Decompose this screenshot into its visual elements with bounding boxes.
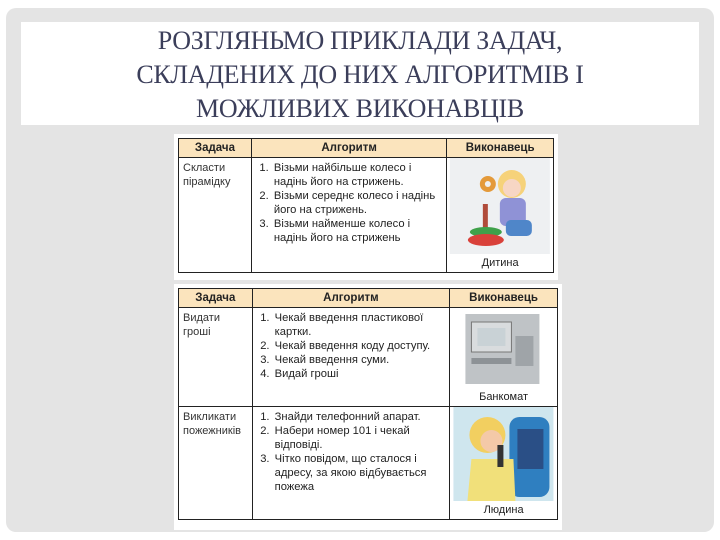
executor-cell <box>447 158 554 273</box>
table-atm-firefighters <box>174 284 562 530</box>
table-row <box>179 308 558 407</box>
step: 1. Чекай введення пластикової картки. <box>273 311 446 339</box>
person-phone-icon <box>450 407 557 501</box>
header-executor: Виконавець <box>447 139 554 158</box>
header-algorithm: Алгоритм <box>252 289 450 308</box>
executor-cell <box>450 407 558 520</box>
step: 3. Чітко повідом, що сталося і адресу, за якою відбувається пожежа <box>273 452 446 494</box>
step: 3. Візьми найменше колесо і надінь його на стрижень <box>272 217 442 245</box>
table-header-row <box>179 139 554 158</box>
step: 3. Чекай введення суми. <box>273 353 446 367</box>
task-cell: Викликати пожежників <box>179 407 253 520</box>
step: 2. Візьми середнє колесо і надінь його на стрижень. <box>272 189 442 217</box>
table-header-row <box>179 289 558 308</box>
table-row <box>179 158 554 273</box>
title-line-3: МОЖЛИВИХ ВИКОНАВЦІВ <box>196 94 524 123</box>
slide-title <box>21 24 699 126</box>
step: 2. Набери номер 101 і чекай відповіді. <box>273 424 446 452</box>
algorithm-cell <box>251 158 446 273</box>
header-task: Задача <box>179 139 252 158</box>
step: 1. Візьми найбільше колесо і надінь його на стрижень. <box>272 161 442 189</box>
algorithm-cell <box>252 407 450 520</box>
algorithm-cell <box>252 308 450 407</box>
title-line-1: РОЗГЛЯНЬМО ПРИКЛАДИ ЗАДАЧ, <box>157 26 563 55</box>
table-pyramid <box>174 134 558 280</box>
task-cell: Скласти пірамідку <box>179 158 252 273</box>
header-algorithm: Алгоритм <box>251 139 446 158</box>
step: 1. Знайди телефонний апарат. <box>273 410 446 424</box>
title-line-2: СКЛАДЕНИХ ДО НИХ АЛГОРИТМІВ І <box>136 60 584 89</box>
executor-label: Банкомат <box>450 388 557 406</box>
executor-label: Дитина <box>447 254 553 272</box>
executor-cell <box>450 308 558 407</box>
header-executor: Виконавець <box>450 289 558 308</box>
executor-label: Людина <box>450 501 557 519</box>
child-pyramid-toy-icon <box>447 158 553 254</box>
step: 4. Видай гроші <box>273 367 446 381</box>
step: 2. Чекай введення коду доступу. <box>273 339 446 353</box>
atm-icon <box>450 308 557 388</box>
task-cell: Видати гроші <box>179 308 253 407</box>
table-row <box>179 407 558 520</box>
header-task: Задача <box>179 289 253 308</box>
